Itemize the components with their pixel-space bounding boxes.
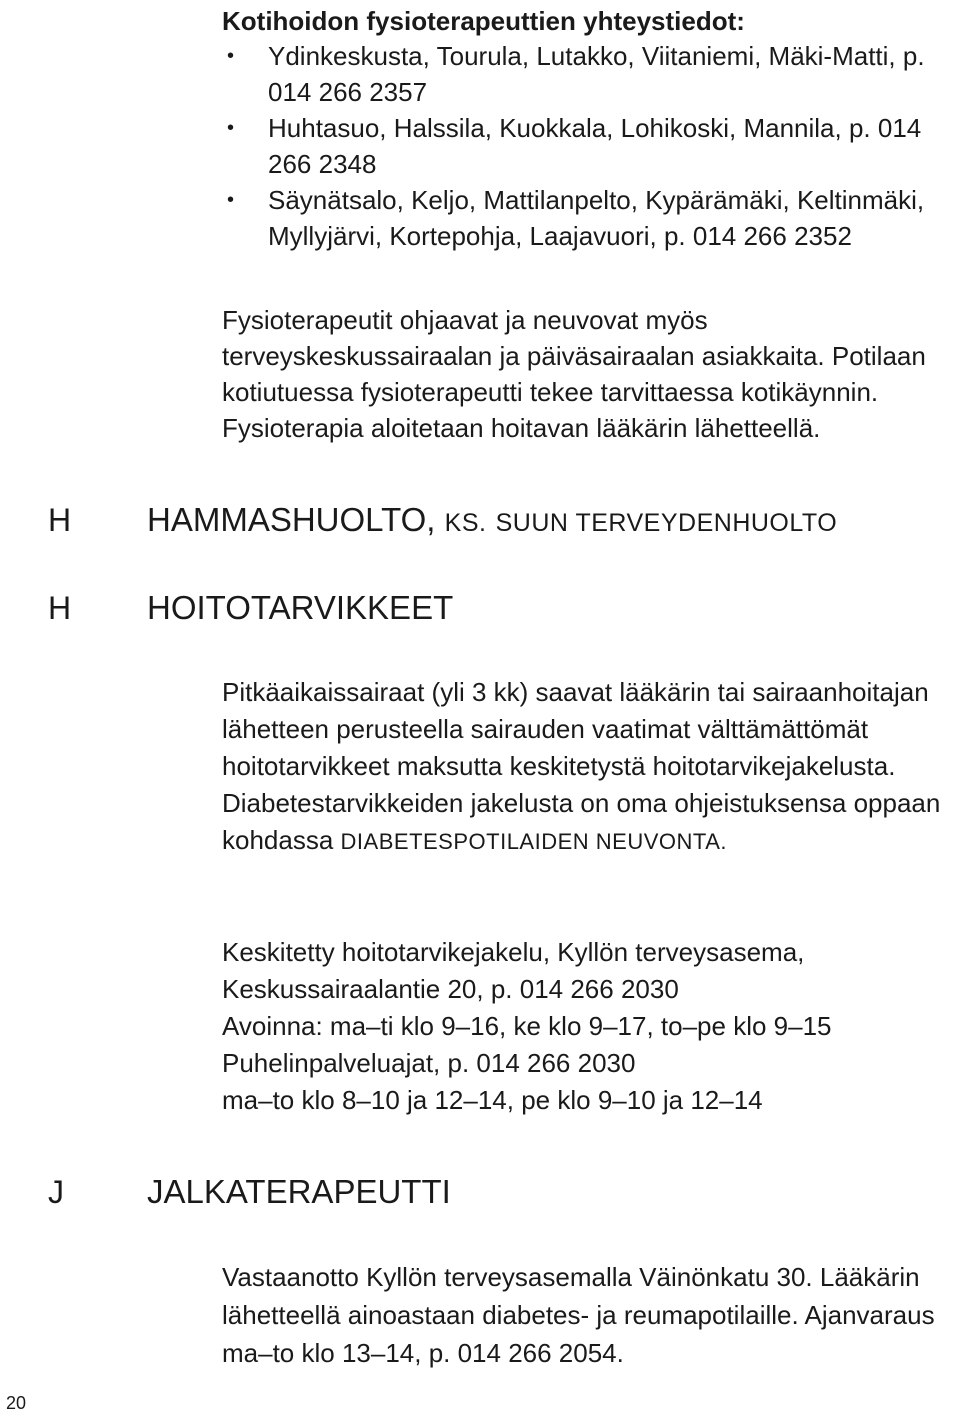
contact-item-text: Huhtasuo, Halssila, Kuokkala, Lohikoski, Mannila, p. 014 266 2348	[268, 113, 922, 179]
contact-item-text: Ydinkeskusta, Tourula, Lutakko, Viitaniemi, Mäki-Matti, p. 014 266 2357	[268, 41, 925, 107]
bullet-icon: •	[227, 45, 235, 67]
contact-item-text: Säynätsalo, Keljo, Mattilanpelto, Kypärämäki, Keltinmäki, Myllyjärvi, Kortepohja, Laajavuori, p. 014 266 2352	[268, 185, 925, 251]
contacts-heading: Kotihoidon fysioterapeuttien yhteystiedot:	[222, 6, 745, 36]
section-title-hammashuolto	[147, 500, 837, 543]
bullet-icon: •	[227, 117, 235, 139]
index-letter: J	[48, 1174, 64, 1210]
info-line: Avoinna: ma–ti klo 9–16, ke klo 9–17, to–pe klo 9–15	[222, 1011, 832, 1041]
index-letter: H	[48, 502, 72, 538]
info-line: Keskitetty hoitotarvikejakelu, Kyllön terveysasema, Keskussairaalantie 20, p. 014 266 2030	[222, 937, 805, 1004]
see-prefix: KS.	[444, 509, 487, 537]
supply-distribution-info	[222, 934, 960, 1119]
list-item	[222, 110, 952, 182]
section-title-hoitotarvikkeet: HOITOTARVIKKEET	[147, 589, 454, 626]
bullet-icon: •	[227, 189, 235, 211]
info-line: ma–to klo 8–10 ja 12–14, pe klo 9–10 ja 12–14	[222, 1085, 763, 1115]
hoitotarvikkeet-paragraph-text: Pitkäaikaissairaat (yli 3 kk) saavat lääkärin tai sairaanhoitajan lähetteen perusteella sairauden vaatimat välttämättömät hoitotarvikkeet maksutta keskitetystä hoitotarvikejakelusta. Diabetestarvikkeiden jakelusta on oma ohjeistuksensa oppaan kohdassa	[222, 677, 941, 855]
list-item	[222, 182, 952, 254]
jalkaterapeutti-paragraph: Vastaanotto Kyllön terveysasemalla Väinönkatu 30. Lääkärin lähetteellä ainoastaan diabetes- ja reumapotilaille. Ajanvaraus ma–to klo 13–14, p. 014 266 2054.	[222, 1262, 935, 1368]
info-line: Puhelinpalveluajat, p. 014 266 2030	[222, 1048, 636, 1078]
page-number: 20	[6, 1393, 27, 1413]
hoitotarvikkeet-paragraph	[222, 674, 958, 860]
index-letter: H	[48, 590, 72, 626]
section-title-text: HAMMASHUOLTO,	[147, 501, 436, 538]
cross-reference-diabetes: DIABETESPOTILAIDEN NEUVONTA.	[340, 829, 727, 854]
section-title-jalkaterapeutti: JALKATERAPEUTTI	[147, 1173, 451, 1210]
physio-paragraph: Fysioterapeutit ohjaavat ja neuvovat myös terveyskeskussairaalan ja päiväsairaalan asiakkaita. Potilaan kotiutuessa fysioterapeutti tekee tarvittaessa kotikäynnin. Fysioterapia aloitetaan hoitavan lääkärin lähetteellä.	[222, 305, 926, 443]
list-item	[222, 38, 952, 110]
contacts-list	[222, 38, 952, 254]
cross-reference-link: SUUN TERVEYDENHUOLTO	[495, 509, 838, 537]
